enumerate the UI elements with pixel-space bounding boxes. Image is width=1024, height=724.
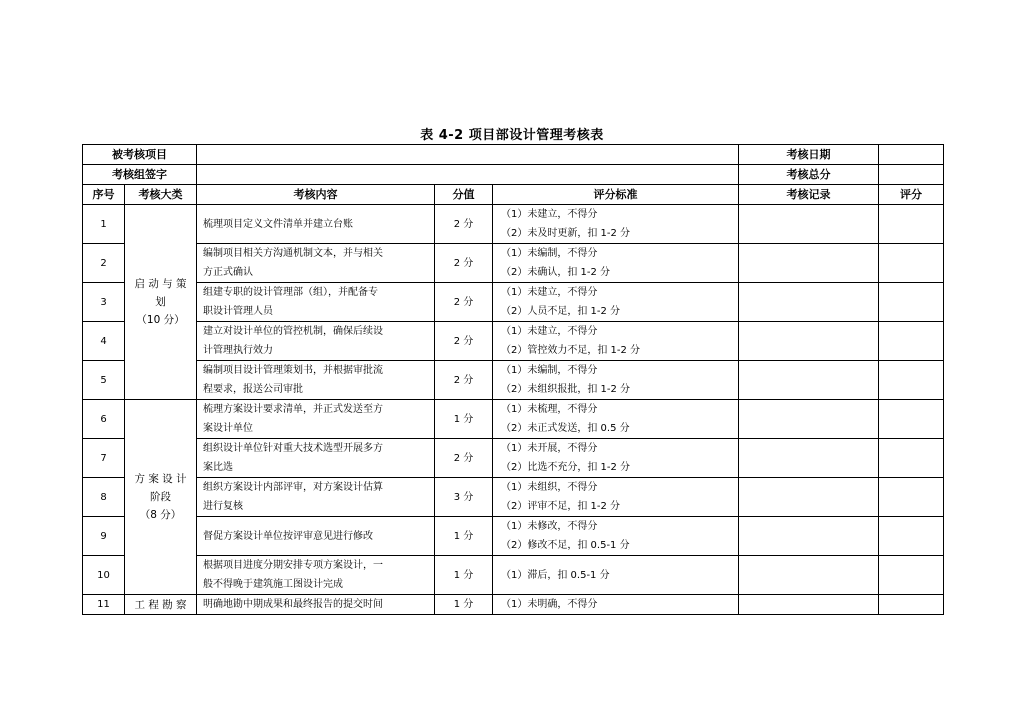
criteria-line: （1）未编制，不得分 [501,365,598,376]
category-cell [125,205,197,400]
category-line: 工 程 勘 察 [134,598,187,611]
criteria-line: （2）未及时更新，扣 1-2 分 [501,228,631,239]
record-cell[interactable] [739,595,879,615]
category-line: 方 案 设 计 [134,473,187,485]
table-row [83,400,944,439]
record-cell[interactable] [739,556,879,595]
category-line: 阶段 [150,491,171,503]
row-number: 6 [83,400,125,439]
header-row-project [83,145,944,165]
scoring-criteria [493,478,739,517]
table-row [83,322,944,361]
content-line: 梳理项目定义文件清单并建立台账 [203,218,353,230]
score-value: 2 分 [435,439,493,478]
assessment-content [197,322,435,361]
content-line: 督促方案设计单位按评审意见进行修改 [203,530,373,542]
points-cell[interactable] [879,283,944,322]
criteria-line: （1）未梳理，不得分 [501,404,598,415]
criteria-line: （1）未开展，不得分 [501,443,598,454]
row-number: 2 [83,244,125,283]
points-cell[interactable] [879,244,944,283]
assessment-content [197,478,435,517]
criteria-line: （2）人员不足，扣 1-2 分 [501,306,621,317]
row-number: 10 [83,556,125,595]
criteria-line: （2）修改不足，扣 0.5-1 分 [501,540,630,551]
record-cell[interactable] [739,478,879,517]
col-header-criteria: 评分标准 [493,185,739,205]
total-value-cell[interactable] [879,165,944,185]
scoring-criteria [493,361,739,400]
points-cell[interactable] [879,322,944,361]
score-value: 3 分 [435,478,493,517]
row-number: 5 [83,361,125,400]
criteria-line: （2）未确认，扣 1-2 分 [501,267,611,278]
criteria-line: （2）管控效力不足，扣 1-2 分 [501,345,641,356]
project-value-cell[interactable] [197,145,739,165]
points-cell[interactable] [879,361,944,400]
content-line: 梳理方案设计要求清单，并正式发送至方 [203,404,383,415]
scoring-criteria [493,400,739,439]
scoring-criteria [493,556,739,595]
document-title: 表 4-2 项目部设计管理考核表 [420,128,604,143]
points-cell[interactable] [879,439,944,478]
scoring-criteria [493,439,739,478]
criteria-line: （1）未建立，不得分 [501,287,598,298]
date-label: 考核日期 [739,145,879,165]
content-line: 案比选 [203,462,233,473]
table-row [83,244,944,283]
assessment-content [197,283,435,322]
criteria-line: （2）未组织报批，扣 1-2 分 [501,384,631,395]
assessment-content [197,400,435,439]
content-line: 编制项目相关方沟通机制文本，并与相关 [203,248,383,259]
col-header-no: 序号 [83,185,125,205]
score-value: 2 分 [435,283,493,322]
criteria-line: （1）未编制，不得分 [501,248,598,259]
content-line: 组建专职的设计管理部（组），并配备专 [203,287,378,298]
record-cell[interactable] [739,361,879,400]
content-line: 方正式确认 [203,267,253,278]
record-cell[interactable] [739,400,879,439]
table-row [83,205,944,244]
criteria-line: （1）未明确，不得分 [501,599,598,610]
table-row [83,478,944,517]
record-cell[interactable] [739,517,879,556]
scoring-criteria [493,517,739,556]
category-line: （10 分） [136,314,185,326]
score-value: 1 分 [435,517,493,556]
criteria-line: （2）比选不充分，扣 1-2 分 [501,462,631,473]
col-header-points: 评分 [879,185,944,205]
project-label: 被考核项目 [83,145,197,165]
criteria-line: （2）未正式发送，扣 0.5 分 [501,423,630,434]
score-value: 2 分 [435,244,493,283]
points-cell[interactable] [879,205,944,244]
assessment-table [82,144,944,615]
criteria-line: （2）评审不足，扣 1-2 分 [501,501,621,512]
content-line: 根据项目进度分期安排专项方案设计，一 [203,560,383,571]
content-line: 建立对设计单位的管控机制，确保后续设 [203,326,383,337]
record-cell[interactable] [739,439,879,478]
assessment-content [197,556,435,595]
content-line: 组织设计单位针对重大技术选型开展多方 [203,443,383,454]
column-header-row [83,185,944,205]
content-line: 程要求，报送公司审批 [203,384,303,395]
row-number: 1 [83,205,125,244]
scoring-criteria [493,283,739,322]
content-line: 组织方案设计内部评审，对方案设计估算 [203,482,383,493]
category-line: （8 分） [139,509,182,521]
table-row [83,556,944,595]
points-cell[interactable] [879,400,944,439]
score-value: 1 分 [435,595,493,615]
scoring-criteria [493,322,739,361]
table-row [83,517,944,556]
points-cell[interactable] [879,595,944,615]
record-cell[interactable] [739,322,879,361]
row-number: 4 [83,322,125,361]
col-header-record: 考核记录 [739,185,879,205]
scoring-criteria [493,205,739,244]
table-row [83,439,944,478]
row-number: 7 [83,439,125,478]
content-line: 计管理执行效力 [203,345,273,356]
criteria-line: （1）滞后，扣 0.5-1 分 [501,569,610,581]
criteria-line: （1）未修改，不得分 [501,521,598,532]
row-number: 3 [83,283,125,322]
assessment-content [197,517,435,556]
content-line: 进行复核 [203,501,243,512]
criteria-line: （1）未建立，不得分 [501,209,598,220]
assessment-content [197,205,435,244]
scoring-criteria [493,595,739,615]
table-row [83,595,944,615]
score-value: 1 分 [435,400,493,439]
content-line: 明确地勘中期成果和最终报告的提交时间 [203,599,383,610]
date-value-cell[interactable] [879,145,944,165]
content-line: 职设计管理人员 [203,306,273,317]
points-cell[interactable] [879,556,944,595]
table-row [83,283,944,322]
category-line: 启 动 与 策 [134,278,187,290]
score-value: 2 分 [435,205,493,244]
col-header-category: 考核大类 [125,185,197,205]
row-number: 11 [83,595,125,615]
criteria-line: （1）未建立，不得分 [501,326,598,337]
content-line: 编制项目设计管理策划书，并根据审批流 [203,365,383,376]
score-value: 2 分 [435,322,493,361]
content-line: 案设计单位 [203,423,253,434]
record-cell[interactable] [739,244,879,283]
record-cell[interactable] [739,205,879,244]
signer-label: 考核组签字 [83,165,197,185]
content-line: 般不得晚于建筑施工图设计完成 [203,579,343,590]
score-value: 1 分 [435,556,493,595]
row-number: 8 [83,478,125,517]
points-cell[interactable] [879,517,944,556]
assessment-content [197,595,435,615]
category-line: 划 [155,296,166,308]
assessment-content [197,244,435,283]
total-label: 考核总分 [739,165,879,185]
category-cell [125,400,197,595]
scoring-criteria [493,244,739,283]
points-cell[interactable] [879,478,944,517]
table-row [83,361,944,400]
assessment-content [197,439,435,478]
record-cell[interactable] [739,283,879,322]
row-number: 9 [83,517,125,556]
signer-value-cell[interactable] [197,165,739,185]
header-row-signer [83,165,944,185]
col-header-content: 考核内容 [197,185,435,205]
col-header-score: 分值 [435,185,493,205]
category-cell [125,595,197,615]
score-value: 2 分 [435,361,493,400]
criteria-line: （1）未组织，不得分 [501,482,598,493]
assessment-content [197,361,435,400]
